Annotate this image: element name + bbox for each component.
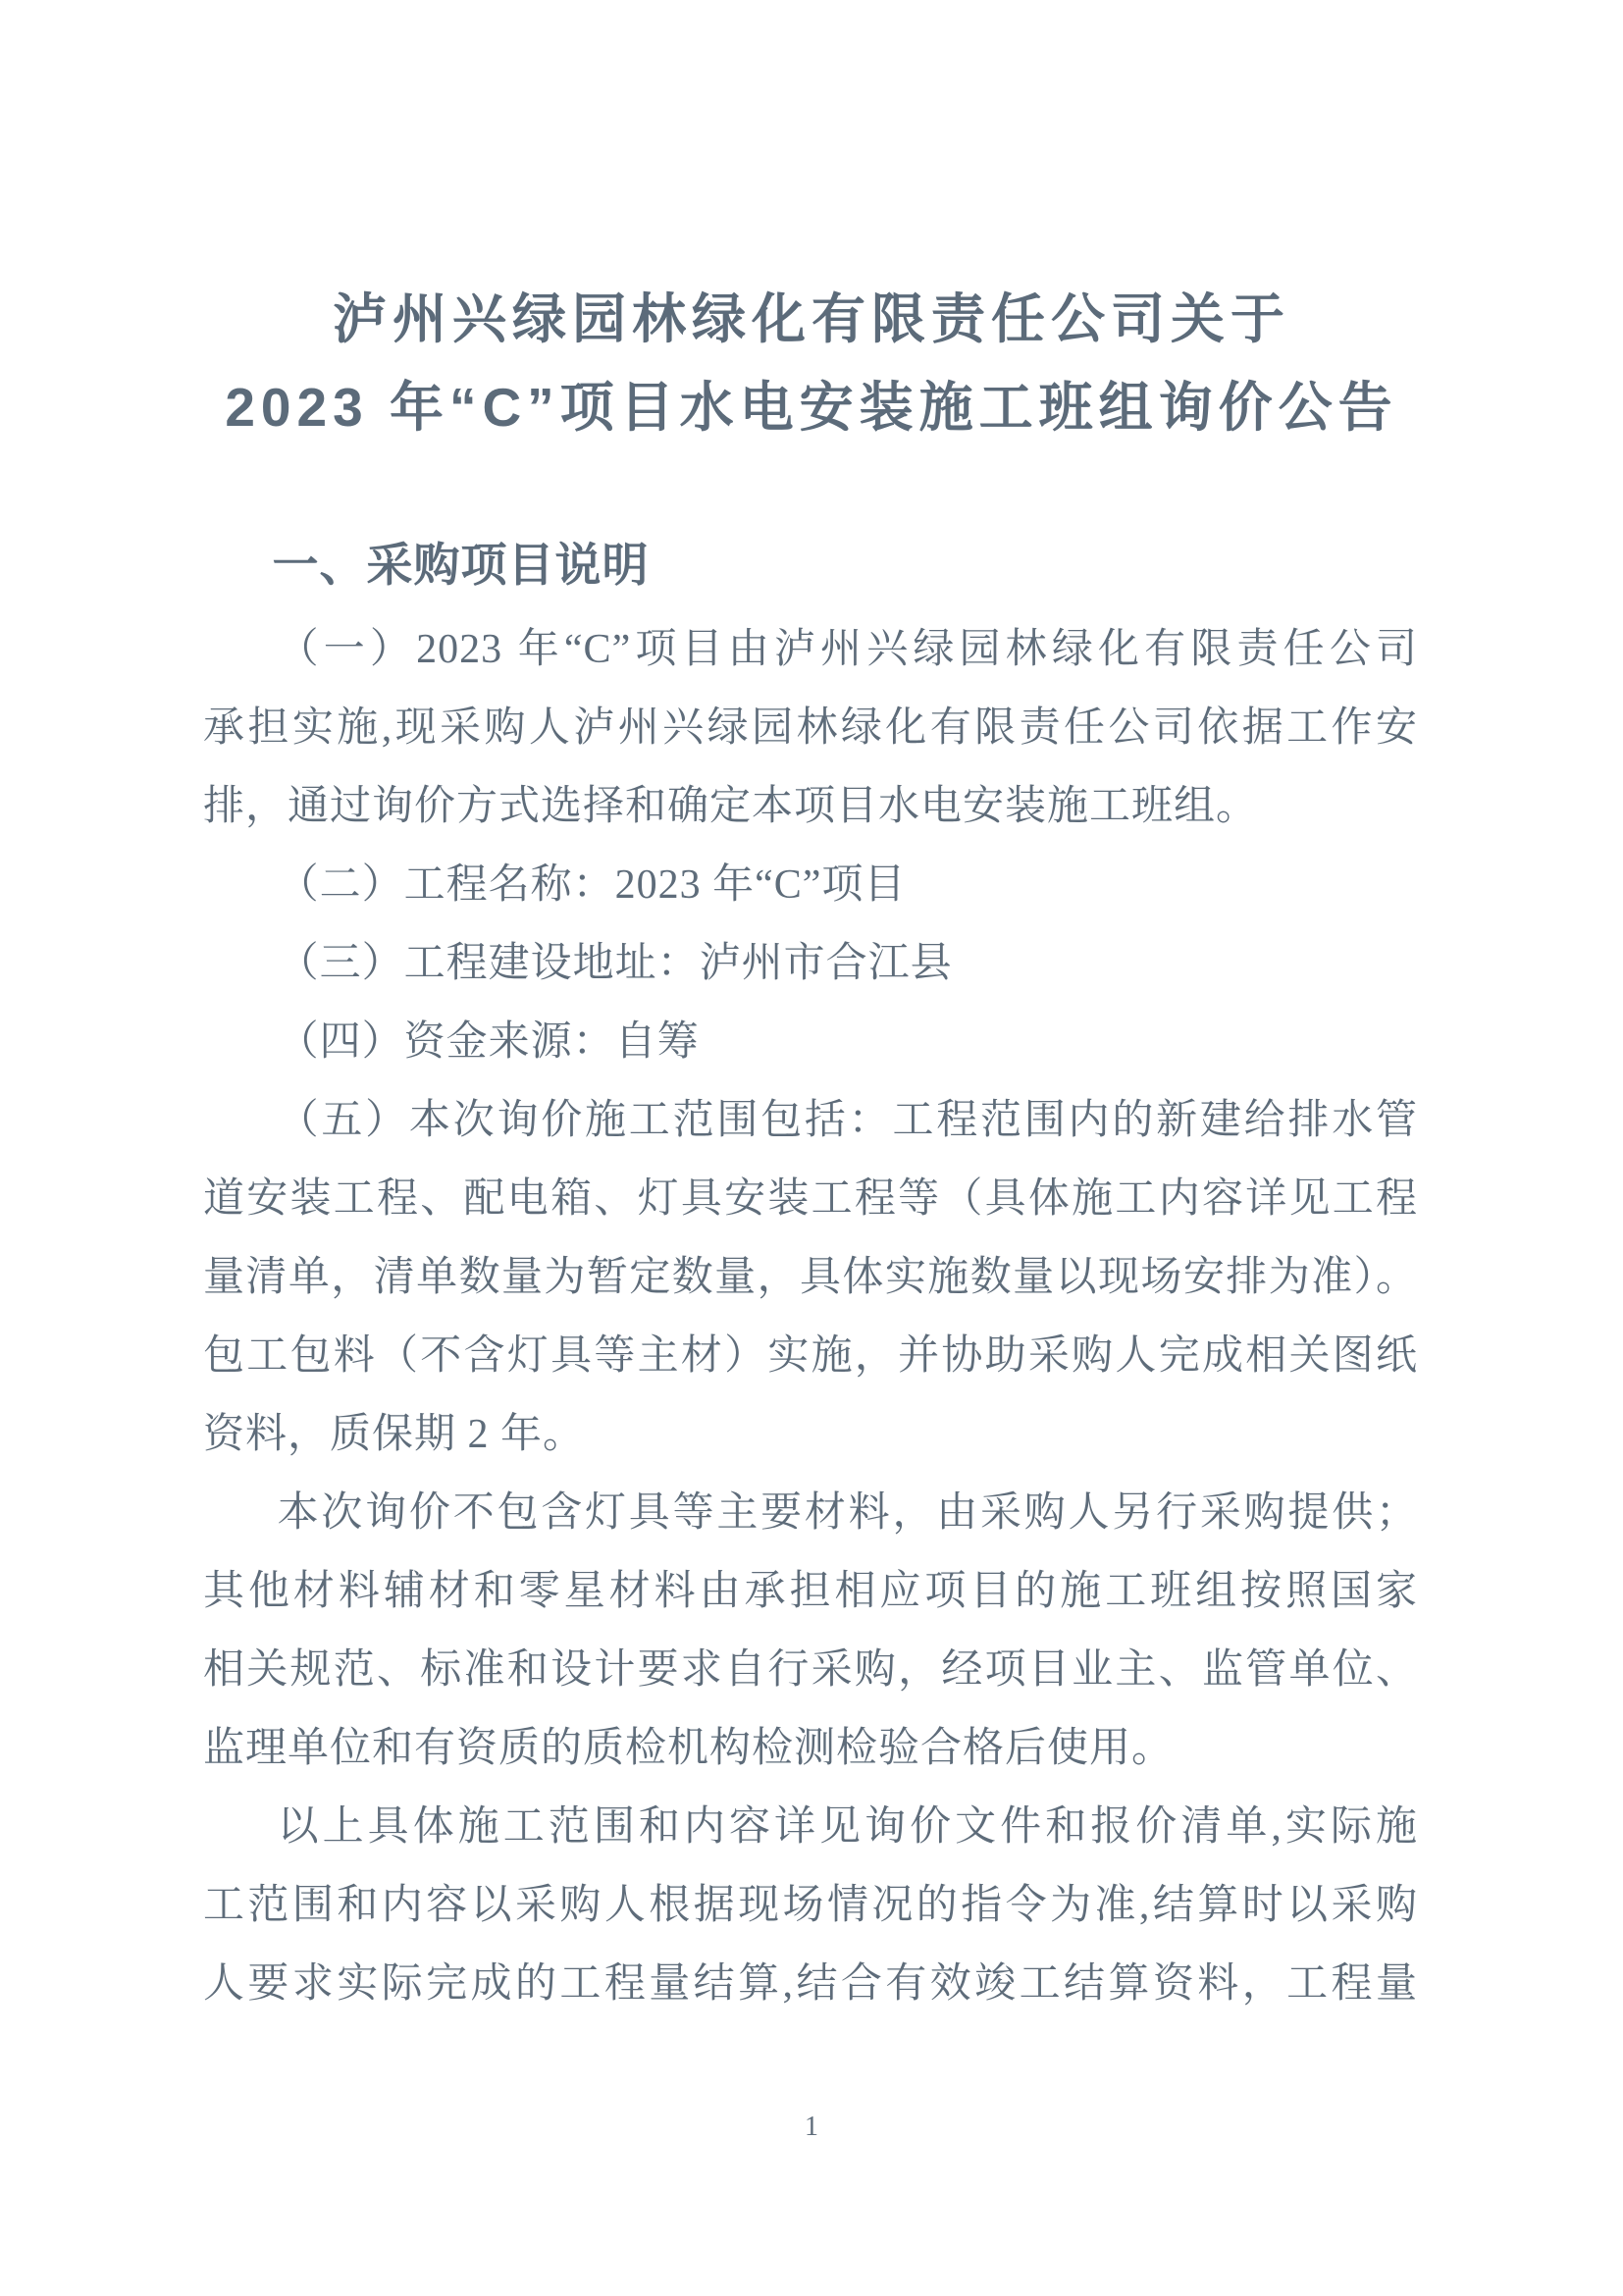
text-line: 监理单位和有资质的质检机构检测检验合格后使用。 bbox=[203, 1726, 1175, 1771]
paragraph bbox=[203, 610, 1418, 846]
text-line: （二）工程名称：2023 年“C”项目 bbox=[277, 862, 907, 908]
paragraph bbox=[203, 846, 1418, 924]
section-heading: 一、采购项目说明 bbox=[272, 539, 650, 591]
text-line: （三）工程建设地址：泸州市合江县 bbox=[277, 941, 953, 986]
text-line: （五）本次询价施工范围包括：工程范围内的新建给排水管 bbox=[277, 1098, 1418, 1143]
text-line: 本次询价不包含灯具等主要材料，由采购人另行采购提供； bbox=[277, 1490, 1418, 1536]
text-line: 包工包料（不含灯具等主材）实施，并协助采购人完成相关图纸 bbox=[203, 1333, 1418, 1379]
text-line: （四）资金来源：自筹 bbox=[277, 1019, 700, 1065]
page-number: 1 bbox=[805, 2112, 818, 2142]
paragraph bbox=[203, 1788, 1418, 2023]
text-line: （一）2023 年“C”项目由泸州兴绿园林绿化有限责任公司 bbox=[277, 627, 1418, 672]
title-line-1: 泸州兴绿园林绿化有限责任公司关于 bbox=[332, 288, 1290, 349]
text-line: 工范围和内容以采购人根据现场情况的指令为准,结算时以采购 bbox=[203, 1883, 1418, 1928]
document-title bbox=[0, 275, 1623, 451]
paragraph bbox=[203, 1081, 1418, 1474]
paragraph bbox=[203, 924, 1418, 1003]
text-line: 承担实施,现采购人泸州兴绿园林绿化有限责任公司依据工作安 bbox=[203, 705, 1418, 751]
text-line: 以上具体施工范围和内容详见询价文件和报价清单,实际施 bbox=[277, 1804, 1418, 1850]
document-content bbox=[203, 526, 1418, 2023]
text-line: 道安装工程、配电箱、灯具安装工程等（具体施工内容详见工程 bbox=[203, 1176, 1418, 1222]
text-line: 资料，质保期 2 年。 bbox=[203, 1412, 586, 1457]
text-line: 排，通过询价方式选择和确定本项目水电安装施工班组。 bbox=[203, 784, 1259, 829]
text-line: 人要求实际完成的工程量结算,结合有效竣工结算资料，工程量 bbox=[203, 1961, 1418, 2007]
title-line-2: 2023 年“C”项目水电安装施工班组询价公告 bbox=[225, 377, 1398, 438]
text-line: 其他材料辅材和零星材料由承担相应项目的施工班组按照国家 bbox=[203, 1569, 1418, 1614]
text-line: 相关规范、标准和设计要求自行采购，经项目业主、监管单位、 bbox=[203, 1647, 1418, 1693]
paragraph bbox=[203, 1003, 1418, 1081]
paragraphs-container bbox=[203, 610, 1418, 2023]
paragraph bbox=[203, 1474, 1418, 1788]
text-line: 量清单，清单数量为暂定数量，具体实施数量以现场安排为准）。 bbox=[203, 1255, 1418, 1300]
